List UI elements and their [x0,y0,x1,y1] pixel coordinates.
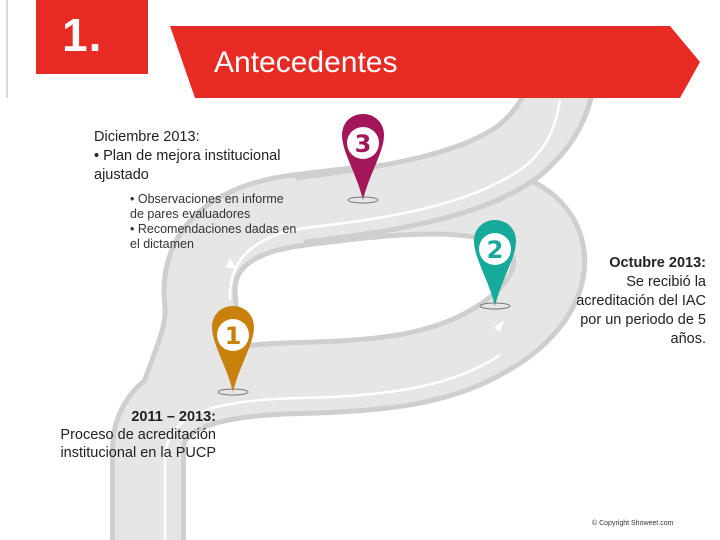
milestone-2011-title: 2011 – 2013: [131,409,216,425]
milestone-oct-text [540,254,706,349]
pin-3-label: 3 [354,130,372,158]
milestone-pin-2 [472,218,518,310]
milestone-pin-3 [340,112,386,204]
milestone-dec-lines: • Plan de mejora institucional ajustado [94,148,281,183]
milestone-2011-body: Proceso de acreditación institucional en la PUCP [60,427,216,461]
milestone-pin-1 [210,304,256,396]
milestone-oct-title: Octubre 2013: [609,255,706,271]
copyright-notice: © Copyright Showeet.com [592,520,674,527]
milestone-oct-body: Se recibió la acreditación del IAC por un periodo de 5 años. [576,274,706,347]
milestone-dec-text [94,128,280,185]
milestone-dec-subitems: • Observaciones en informe de pares evaluadores • Recomendaciones dadas en el dictamen [130,192,297,251]
milestone-dec-colon: : [195,129,200,145]
section-title: Antecedentes [214,46,398,79]
pin-2-label: 2 [486,236,504,264]
milestone-dec-title: Diciembre 2013 [94,129,196,145]
pin-1-label: 1 [224,322,242,350]
section-number: 1. [62,9,103,61]
milestone-2011-text [38,408,216,462]
